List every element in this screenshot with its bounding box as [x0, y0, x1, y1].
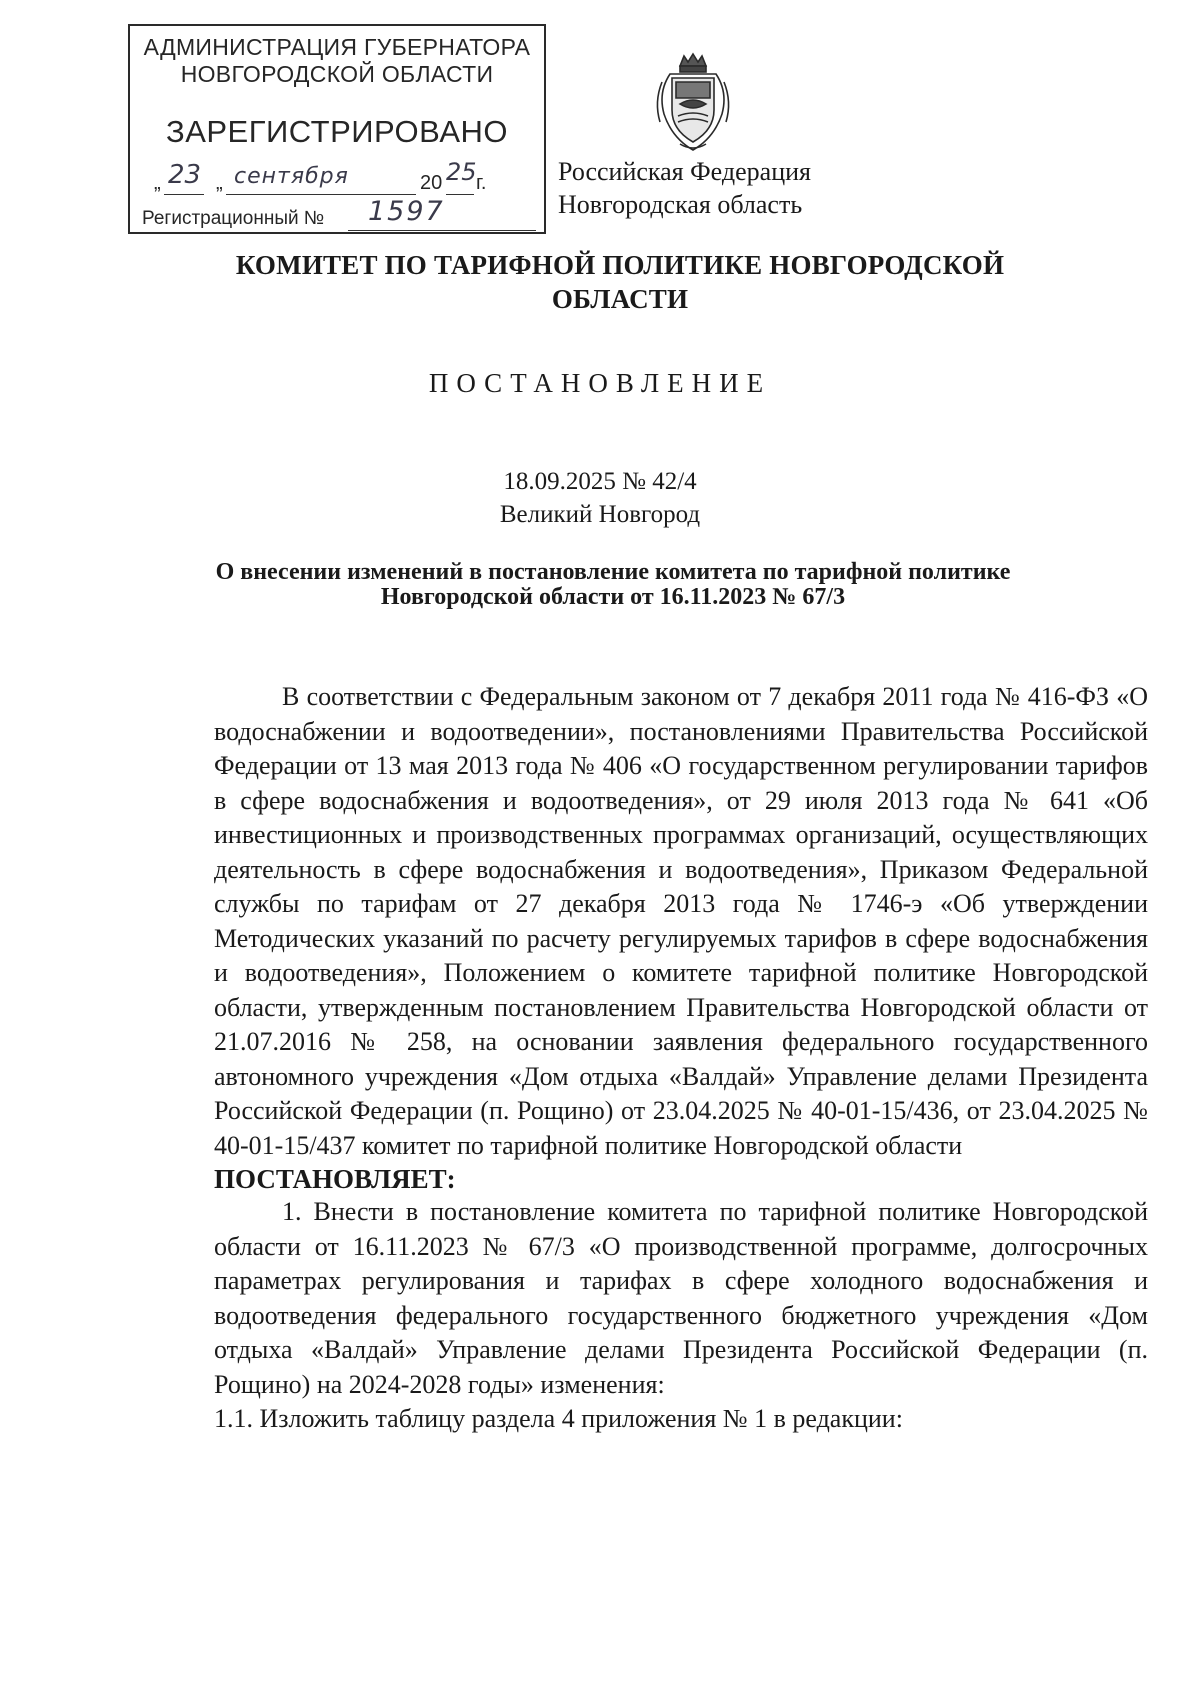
stamp-number — [142, 196, 542, 232]
subject-line1: О внесении изменений в постановление комитета по тарифной политике — [215, 559, 1011, 585]
committee-title-line2: ОБЛАСТИ — [551, 284, 689, 314]
document-subject — [198, 560, 1028, 610]
stamp-date-year-prefix: 20 — [420, 172, 443, 194]
stamp-date-month: сентября — [234, 164, 349, 189]
committee-title-line1: КОМИТЕТ ПО ТАРИФНОЙ ПОЛИТИКЕ НОВГОРОДСКОЙ — [235, 250, 1005, 280]
document-city: Великий Новгород — [499, 501, 701, 528]
subject-line2: Новгородской области от 16.11.2023 № 67/3 — [380, 584, 846, 610]
stamp-number-value: 1597 — [368, 196, 445, 227]
document-body — [214, 680, 1148, 1437]
stamp-number-label: Регистрационный № — [142, 208, 325, 229]
stamp-day-underline — [164, 194, 204, 195]
stamp-year-underline — [446, 194, 474, 195]
stamp-org-line2: НОВГОРОДСКОЙ ОБЛАСТИ — [180, 61, 494, 87]
registration-stamp — [128, 24, 546, 234]
region-name: Новгородская область — [558, 190, 803, 219]
stamp-org-line1: АДМИНИСТРАЦИЯ ГУБЕРНАТОРА — [143, 34, 531, 60]
document-date-number: 18.09.2025 № 42/4 — [503, 468, 697, 495]
stamp-organization — [130, 34, 544, 88]
stamp-date-year-suffix: 25 — [446, 158, 477, 186]
stamp-date-close-quote: „ — [216, 172, 223, 194]
stamp-date-year-unit: г. — [476, 172, 487, 194]
stamp-date-day: 23 — [168, 160, 202, 190]
preamble-paragraph: В соответствии с Федеральным законом от 7 декабря 2011 года № 416-ФЗ «О водоснабжении и водоотведении», постановлениями Правительства Российской Федерации от 13 мая 2013 года № 406 «О государственном регулировании тарифов в сфере водоснабжения и водоотведения», от 29 июля 2013 года № 641 «Об инвестиционных и производственных программах организаций, осуществляющих деятельность в сфере водоснабжения и водоотведения», Приказом Федеральной службы по тарифам от 27 декабря 2013 года № 1746-э «Об утверждении Методических указаний по расчету регулируемых тарифов в сфере водоснабжения и водоотведения», Положением о комитете тарифной политике Новгородской области, утвержденным постановлением Правительства Новгородской области от 21.07.2016 № 258, на основании заявления федерального государственного автономного учреждения «Дом отдыха «Валдай» Управление делами Президента Российской Федерации (п. Рощино) от 23.04.2025 № 40-01-15/436, от 23.04.2025 № 40-01-15/437 комитет по тарифной политике Новгородской области — [214, 682, 1148, 1160]
stamp-date — [154, 158, 544, 198]
stamp-status: ЗАРЕГИСТРИРОВАНО — [165, 114, 508, 149]
region-block — [558, 155, 811, 221]
item-1-paragraph: 1. Внести в постановление комитета по тарифной политике Новгородской области от 16.11.2023 № 67/3 «О производственной программе, долгосрочных параметрах регулирования и тарифах в сфере холодного водоснабжения и водоотведения федерального государственного бюджетного учреждения «Дом отдыха «Валдай» Управление делами Президента Российской Федерации (п. Рощино) на 2024-2028 годы» изменения: — [214, 1197, 1148, 1399]
item-1-1-paragraph: 1.1. Изложить таблицу раздела 4 приложения № 1 в редакции: — [214, 1404, 903, 1433]
resolves-heading: ПОСТАНОВЛЯЕТ: — [214, 1164, 456, 1194]
document-type: ПОСТАНОВЛЕНИЕ — [428, 368, 772, 398]
stamp-number-underline — [348, 230, 536, 231]
stamp-date-open-quote: „ — [154, 172, 161, 194]
document-date-block — [0, 465, 1200, 531]
country-name: Российская Федерация — [558, 157, 811, 186]
novgorod-coat-of-arms-icon — [650, 52, 736, 156]
stamp-month-underline — [226, 194, 416, 195]
committee-title — [150, 248, 1090, 316]
